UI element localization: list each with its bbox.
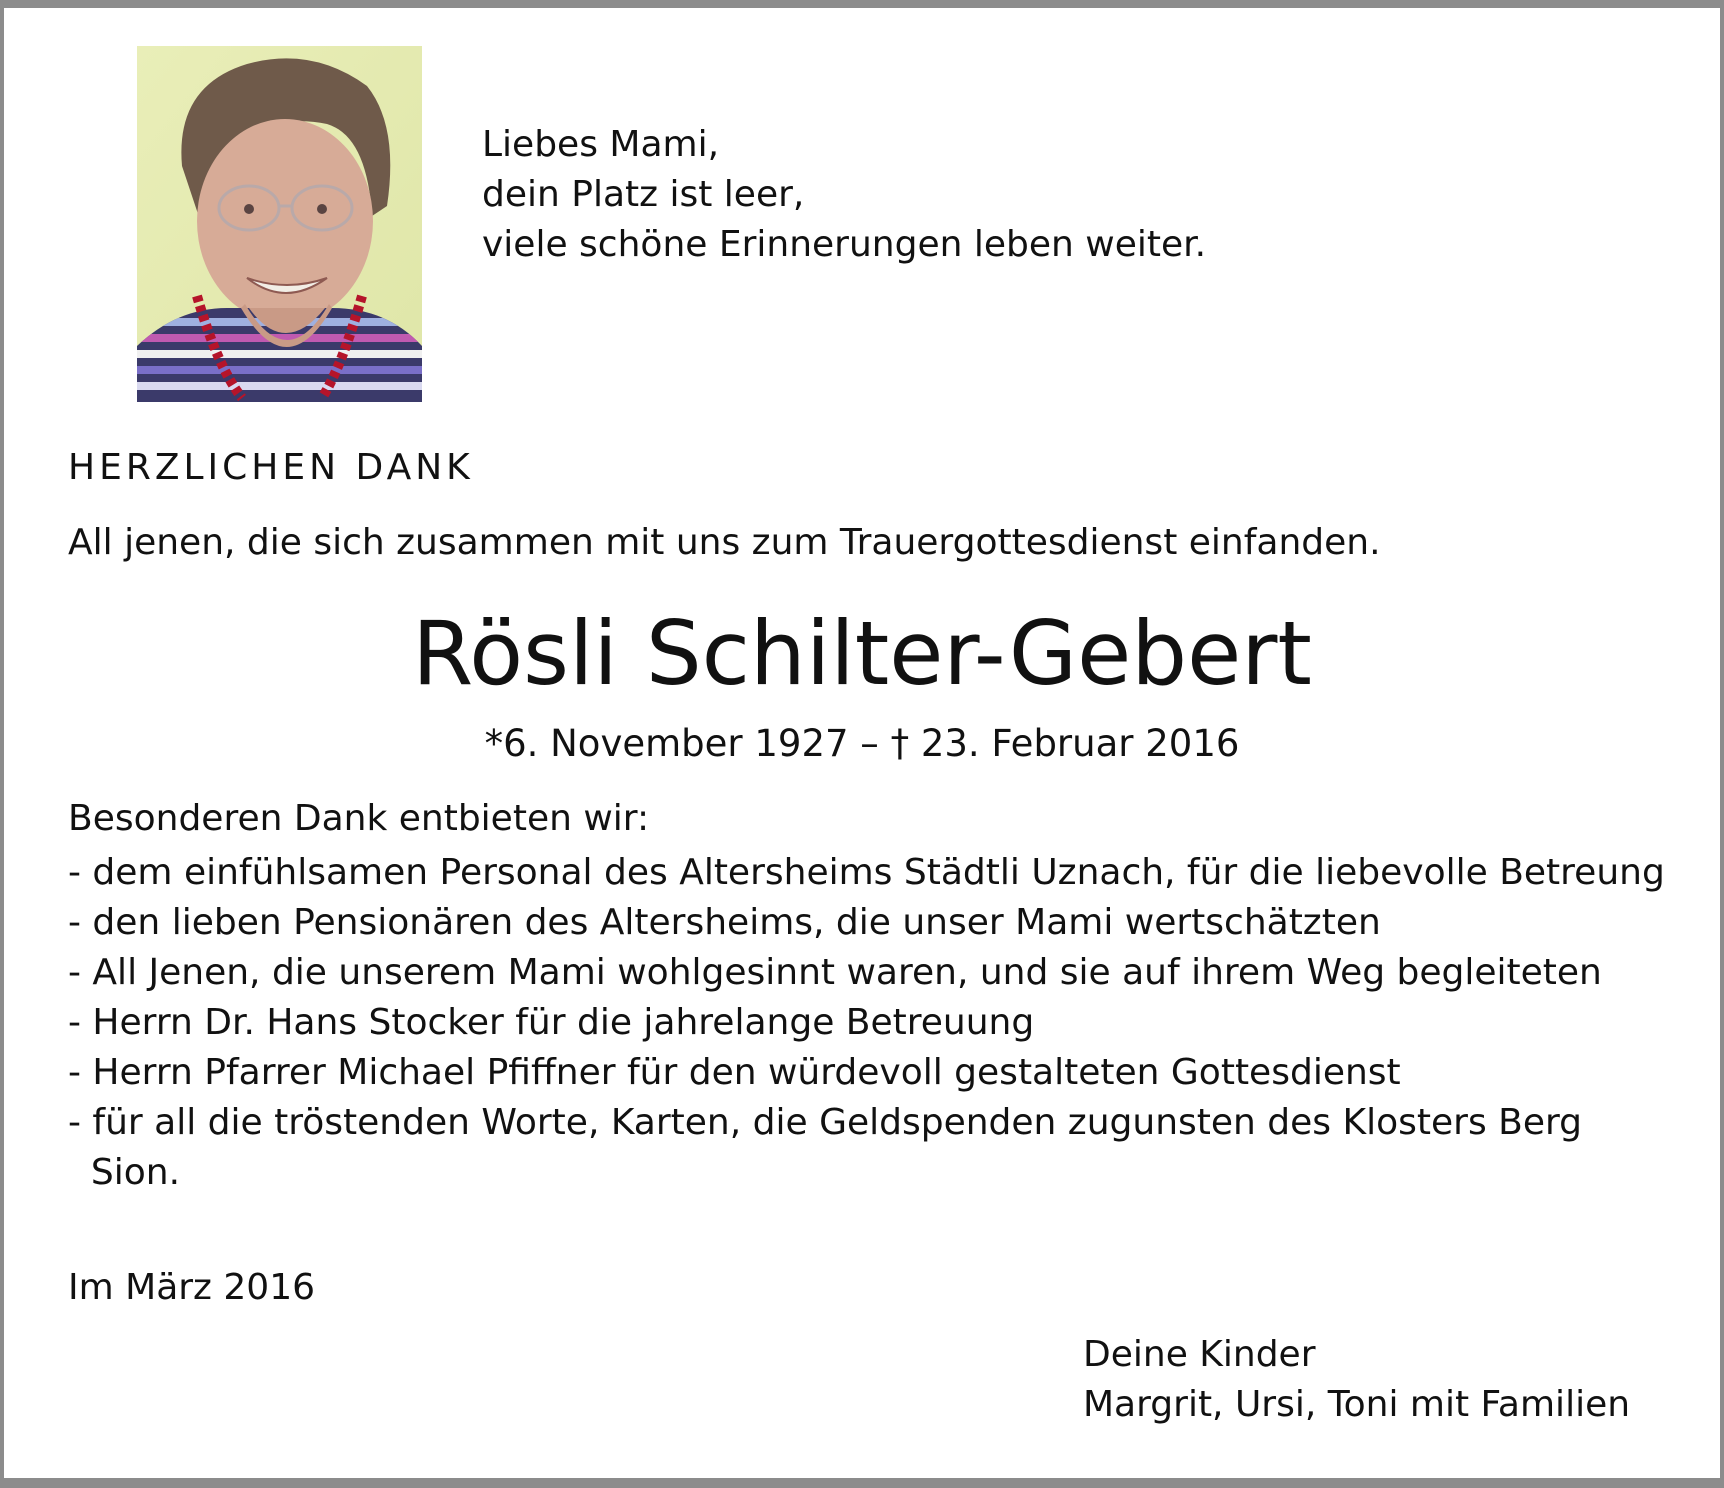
signature-line: Deine Kinder (1083, 1334, 1316, 1375)
list-item: Sion. (68, 1152, 181, 1193)
list-item: - Herrn Pfarrer Michael Pfiffner für den würdevoll gestalteten Gottesdienst (68, 1052, 1401, 1093)
portrait-photo (137, 46, 422, 402)
deceased-name: Rösli Schilter-Gebert (412, 602, 1312, 705)
poem-line: Liebes Mami, (482, 124, 720, 165)
thanks-list (68, 848, 1665, 1198)
list-item: - Herrn Dr. Hans Stocker für die jahrelange Betreuung (68, 1002, 1035, 1043)
list-item: - All Jenen, die unserem Mami wohlgesinnt waren, und sie auf ihrem Weg begleiteten (68, 952, 1602, 993)
date-line: Im März 2016 (68, 1267, 316, 1308)
life-dates (0, 722, 1724, 765)
signature (1083, 1330, 1630, 1430)
death-date: 23. Februar 2016 (909, 722, 1240, 765)
poem-line: viele schöne Erinnerungen leben weiter. (482, 224, 1207, 265)
list-item: - den lieben Pensionären des Altersheims, die unser Mami wertschätzten (68, 902, 1381, 943)
poem (482, 120, 1206, 270)
signature-line: Margrit, Ursi, Toni mit Familien (1083, 1384, 1631, 1425)
special-thanks-title: Besonderen Dank entbieten wir: (68, 798, 650, 839)
poem-line: dein Platz ist leer, (482, 174, 805, 215)
intro-text: All jenen, die sich zusammen mit uns zum Trauergottesdienst einfanden. (68, 522, 1381, 563)
birth-date: *6. November 1927 – (484, 722, 891, 765)
list-item: - dem einfühlsamen Personal des Altersheims Städtli Uznach, für die liebevolle Betreung (68, 852, 1665, 893)
list-item: - für all die tröstenden Worte, Karten, die Geldspenden zugunsten des Klosters Berg (68, 1102, 1583, 1143)
thanks-heading: HERZLICHEN DANK (68, 447, 474, 488)
cross-icon: † (890, 722, 910, 765)
